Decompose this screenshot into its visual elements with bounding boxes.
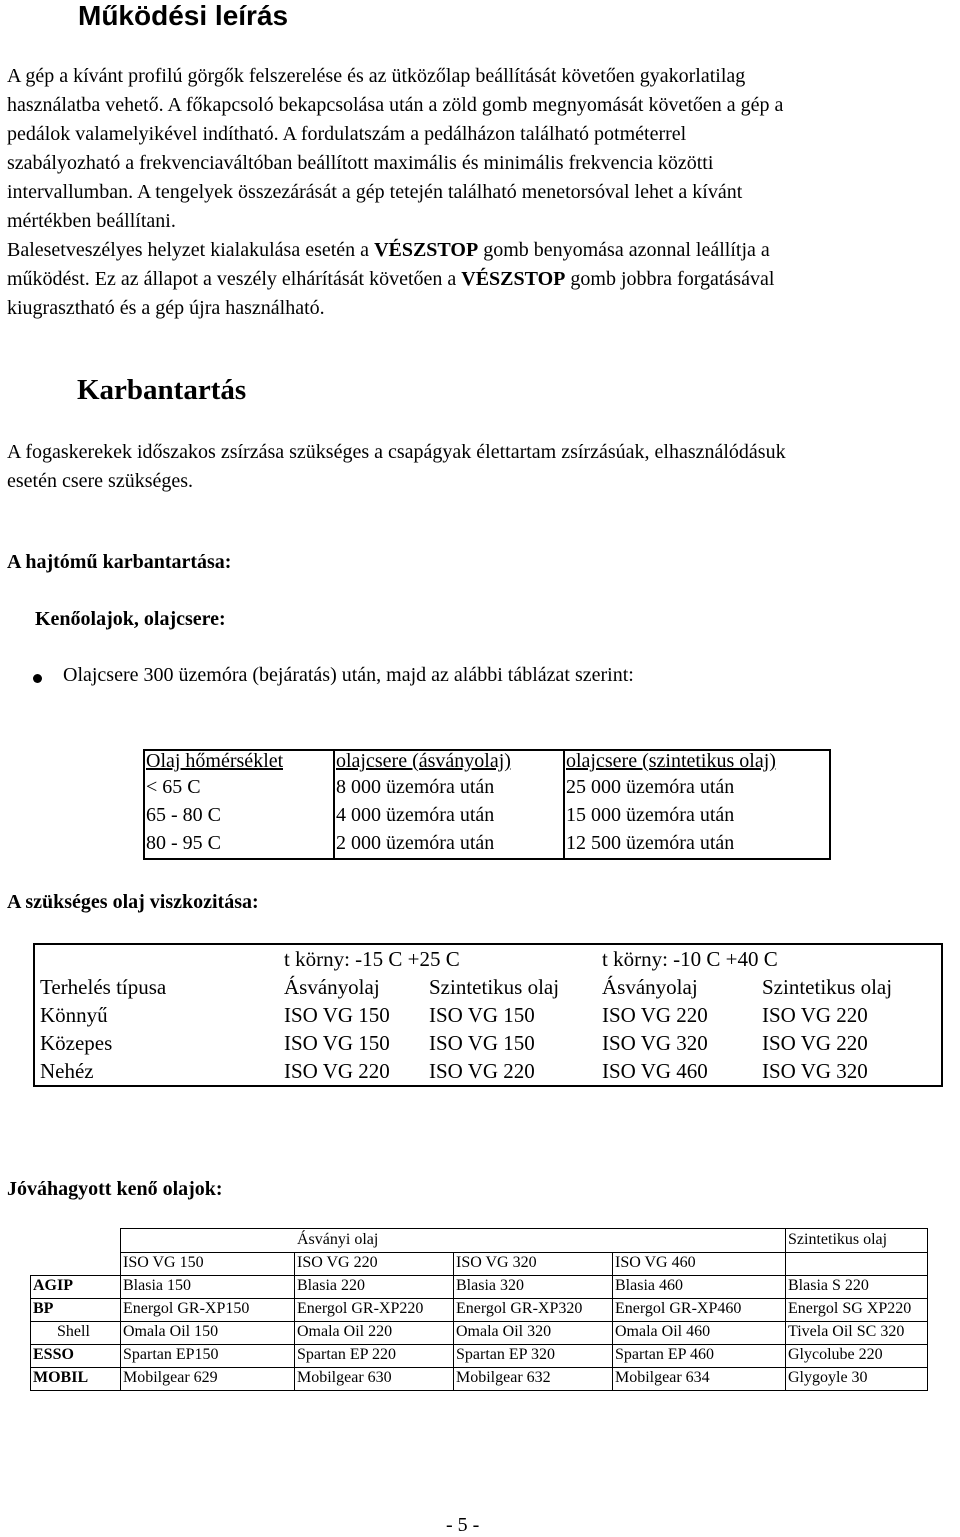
synthetic-oil-header: Szintetikus olaj [788, 1231, 888, 1248]
oil-product-cell: Tivela Oil SC 320 [788, 1323, 905, 1340]
oil-table-cell: 2 000 üzemóra után [336, 832, 495, 854]
table-border [453, 1252, 454, 1391]
brand-bp: BP [33, 1300, 54, 1317]
brand-mobil: MOBIL [33, 1369, 89, 1386]
viscosity-header: Szintetikus olaj [429, 975, 560, 999]
viscosity-cell: ISO VG 220 [284, 1059, 390, 1083]
warning-text: gomb benyomása azonnal leállítja a [478, 239, 770, 261]
oil-product-cell: Mobilgear 634 [615, 1369, 710, 1386]
oil-table-cell: 80 - 95 C [146, 832, 221, 854]
viscosity-header: Ásványolaj [284, 975, 380, 999]
oil-product-cell: Glycolube 220 [788, 1346, 883, 1363]
mineral-oil-header: Ásványi olaj [297, 1231, 379, 1248]
working-line: szabályozható a frekvenciaváltóban beállított maximális és minimális frekvencia közötti [7, 152, 714, 174]
oil-table-cell: 4 000 üzemóra után [336, 804, 495, 826]
viscosity-cell: ISO VG 220 [429, 1059, 535, 1083]
oil-table-cell: < 65 C [146, 776, 201, 798]
lubricant-heading: Kenőolajok, olajcsere: [35, 608, 226, 630]
maintenance-line: A fogaskerekek időszakos zsírzása szükséges a csapágyak élettartam zsírzásúak, elhasználódásuk [7, 441, 786, 463]
env-temperature-range: t körny: -15 C +25 C [284, 947, 460, 971]
table-border [30, 1321, 928, 1322]
viscosity-cell: Nehéz [40, 1059, 94, 1083]
maintenance-line: esetén csere szükséges. [7, 470, 194, 492]
viscosity-cell: ISO VG 150 [429, 1003, 535, 1027]
oil-product-cell: Blasia S 220 [788, 1277, 869, 1294]
oil-product-cell: Mobilgear 630 [297, 1369, 392, 1386]
viscosity-cell: Közepes [40, 1031, 113, 1055]
table-border [30, 1367, 928, 1368]
warning-text: működést. Ez az állapot a veszély elhárítását követően a [7, 268, 462, 290]
emergency-stop-term: VÉSZSTOP [461, 268, 566, 290]
viscosity-header: Szintetikus olaj [762, 975, 893, 999]
viscosity-cell: ISO VG 320 [762, 1059, 868, 1083]
table-border [612, 1252, 613, 1391]
viscosity-heading: A szükséges olaj viszkozitása: [7, 891, 259, 913]
oil-product-cell: Blasia 220 [297, 1277, 365, 1294]
warning-text: Balesetveszélyes helyzet kialakulása esetén a [7, 239, 375, 261]
viscosity-cell: ISO VG 220 [762, 1031, 868, 1055]
oil-change-note: Olajcsere 300 üzemóra (bejáratás) után, majd az alábbi táblázat szerint: [63, 664, 634, 686]
oil-product-cell: Omala Oil 150 [123, 1323, 219, 1340]
table-border [30, 1275, 31, 1391]
grade-header: ISO VG 220 [297, 1254, 378, 1271]
page-number: - 5 - [446, 1514, 480, 1536]
approved-oils-heading: Jóváhagyott kenő olajok: [7, 1178, 223, 1200]
grade-header: ISO VG 150 [123, 1254, 204, 1271]
oil-product-cell: Omala Oil 320 [456, 1323, 552, 1340]
warning-text: gomb jobbra forgatásával [565, 268, 775, 290]
warning-line: kiugrasztható és a gép újra használható. [7, 297, 325, 319]
oil-product-cell: Spartan EP 460 [615, 1346, 714, 1363]
brand-agip: AGIP [33, 1277, 73, 1294]
emergency-stop-term: VÉSZSTOP [374, 239, 479, 261]
grade-header: ISO VG 460 [615, 1254, 696, 1271]
section-title-maintenance: Karbantartás [77, 374, 247, 406]
oil-product-cell: Energol GR-XP150 [123, 1300, 250, 1317]
viscosity-cell: ISO VG 220 [602, 1003, 708, 1027]
viscosity-header: Ásványolaj [602, 975, 698, 999]
working-line: mértékben beállítani. [7, 210, 176, 232]
oil-product-cell: Blasia 320 [456, 1277, 524, 1294]
oil-product-cell: Energol SG XP220 [788, 1300, 912, 1317]
viscosity-cell: ISO VG 460 [602, 1059, 708, 1083]
table-border [30, 1390, 928, 1391]
viscosity-cell: ISO VG 150 [284, 1031, 390, 1055]
viscosity-header: Terhelés típusa [40, 975, 167, 999]
table-border [120, 1228, 121, 1391]
table-border [30, 1344, 928, 1345]
oil-product-cell: Energol GR-XP320 [456, 1300, 583, 1317]
table-border [120, 1252, 928, 1253]
oil-product-cell: Blasia 150 [123, 1277, 191, 1294]
brand-esso: ESSO [33, 1346, 74, 1363]
oil-table-cell: 8 000 üzemóra után [336, 776, 495, 798]
oil-table-cell: 12 500 üzemóra után [566, 832, 735, 854]
oil-table-cell: 65 - 80 C [146, 804, 221, 826]
table-border [294, 1252, 295, 1391]
working-line: A gép a kívánt profilú görgők felszerelése és az ütközőlap beállítását követően gyakorlatilag [7, 65, 746, 87]
table-border [927, 1228, 928, 1391]
oil-product-cell: Spartan EP 220 [297, 1346, 396, 1363]
viscosity-cell: ISO VG 150 [284, 1003, 390, 1027]
viscosity-cell: ISO VG 220 [762, 1003, 868, 1027]
section-title-working: Működési leírás [78, 0, 289, 31]
oil-product-cell: Spartan EP 320 [456, 1346, 555, 1363]
oil-product-cell: Spartan EP150 [123, 1346, 219, 1363]
viscosity-cell: ISO VG 320 [602, 1031, 708, 1055]
oil-product-cell: Omala Oil 220 [297, 1323, 393, 1340]
gearbox-heading: A hajtómű karbantartása: [7, 551, 232, 573]
oil-table-cell: 15 000 üzemóra után [566, 804, 735, 826]
working-line: használatba vehető. A főkapcsoló bekapcsolása után a zöld gomb megnyomását követően a gép a [7, 94, 784, 116]
oil-table-header: olajcsere (szintetikus olaj) [566, 750, 776, 772]
viscosity-cell: Könnyű [40, 1003, 108, 1027]
oil-table-cell: 25 000 üzemóra után [566, 776, 735, 798]
table-border [30, 1298, 928, 1299]
oil-product-cell: Blasia 460 [615, 1277, 683, 1294]
table-border [120, 1228, 928, 1229]
oil-product-cell: Omala Oil 460 [615, 1323, 711, 1340]
oil-product-cell: Energol GR-XP220 [297, 1300, 424, 1317]
table-border [30, 1275, 928, 1276]
oil-product-cell: Glygoyle 30 [788, 1369, 868, 1386]
viscosity-cell: ISO VG 150 [429, 1031, 535, 1055]
table-border [785, 1228, 786, 1391]
oil-product-cell: Mobilgear 629 [123, 1369, 218, 1386]
oil-table-header: olajcsere (ásványolaj) [336, 750, 511, 772]
working-line: pedálok valamelyikével indítható. A fordulatszám a pedálházon található potméterrel [7, 123, 687, 145]
oil-product-cell: Energol GR-XP460 [615, 1300, 742, 1317]
grade-header: ISO VG 320 [456, 1254, 537, 1271]
oil-product-cell: Mobilgear 632 [456, 1369, 551, 1386]
oil-table-header: Olaj hőmérséklet [146, 750, 284, 772]
env-temperature-range: t körny: -10 C +40 C [602, 947, 778, 971]
brand-shell: Shell [57, 1323, 90, 1340]
working-line: intervallumban. A tengelyek összezárását a gép tetején található menetorsóval lehet a kívánt [7, 181, 743, 203]
